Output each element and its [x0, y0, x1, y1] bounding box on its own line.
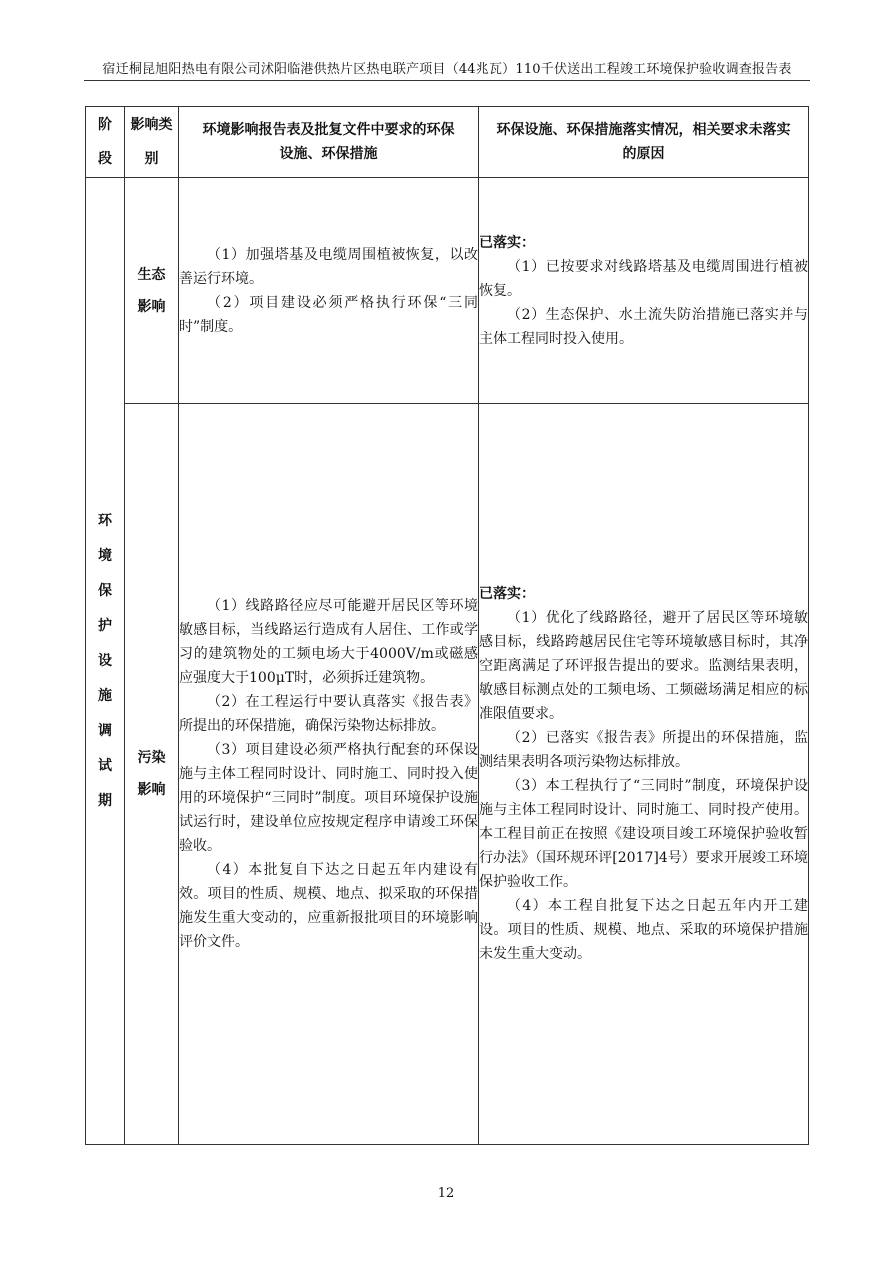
table-row-ecology [86, 178, 809, 404]
stage-cell: 环 境 保 护 设 施 调 试 期 [86, 178, 125, 1145]
col-header-implementation: 环保设施、环保措施落实情况，相关要求未落实的原因 [479, 107, 809, 178]
category-ecology: 生态 影响 [125, 178, 179, 404]
measures-table [85, 106, 809, 1145]
table-header-row [86, 107, 809, 178]
implementation-ecology: 已落实： （1）已按要求对线路塔基及电缆周围进行植被恢复。 （2）生态保护、水土流失防治措施已落实并与主体工程同时投入使用。 [479, 178, 809, 404]
header-divider [84, 80, 810, 81]
requirements-ecology: （1）加强塔基及电缆周围植被恢复，以改善运行环境。 （2）项目建设必须严格执行环保“三同时”制度。 [179, 178, 479, 404]
status-label: 已落实： [479, 586, 535, 602]
status-label: 已落实： [479, 234, 535, 251]
col-header-stage: 阶段 [86, 107, 125, 178]
implementation-pollution: 已落实： （1）优化了线路路径，避开了居民区等环境敏感目标，线路跨越居民住宅等环境敏感目标时，其净空距离满足了环评报告提出的要求。监测结果表明，敏感目标测点处的工频电场、工频磁场满足相应的标准限值要求。 （2）已落实《报告表》所提出的环保措施，监测结果表明各项污染物达标排放。 （3）本工程执行了“三同时”制度，环境保护设施与主体工程同时设计、同时施工、同时投产使用。本工程目前正在按照《建设项目竣工环境保护验收暂行办法》（国环规环评[2017]4号）要求开展竣工环境保护验收工作。 （4）本工程自批复下达之日起五年内开工建设。项目的性质、规模、地点、采取的环境保护措施未发生重大变动。 [479, 404, 809, 1145]
report-header-title: 宿迁桐昆旭阳热电有限公司沭阳临港供热片区热电联产项目（44兆瓦）110千伏送出工程竣工环境保护验收调查报告表 [102, 62, 792, 77]
col-header-requirements: 环境影响报告表及批复文件中要求的环保设施、环保措施 [179, 107, 479, 178]
col-header-category: 影响类别 [125, 107, 179, 178]
category-pollution: 污染 影响 [125, 404, 179, 1145]
page-number: 12 [437, 1186, 455, 1201]
requirements-pollution: （1）线路路径应尽可能避开居民区等环境敏感目标，当线路运行造成有人居住、工作或学习的建筑物处的工频电场大于4000V/m或磁感应强度大于100μT时，必须拆迁建筑物。 （2）在工程运行中要认真落实《报告表》所提出的环保措施，确保污染物达标排放。 （3）项目建设必须严格执行配套的环保设施与主体工程同时设计、同时施工、同时投入使用的环境保护“三同时”制度。项目环境保护设施试运行时，建设单位应按规定程序申请竣工环保验收。 （4）本批复自下达之日起五年内建设有效。项目的性质、规模、地点、拟采取的环保措施发生重大变动的，应重新报批项目的环境影响评价文件。 [179, 404, 479, 1145]
table-row-pollution [86, 404, 809, 1145]
